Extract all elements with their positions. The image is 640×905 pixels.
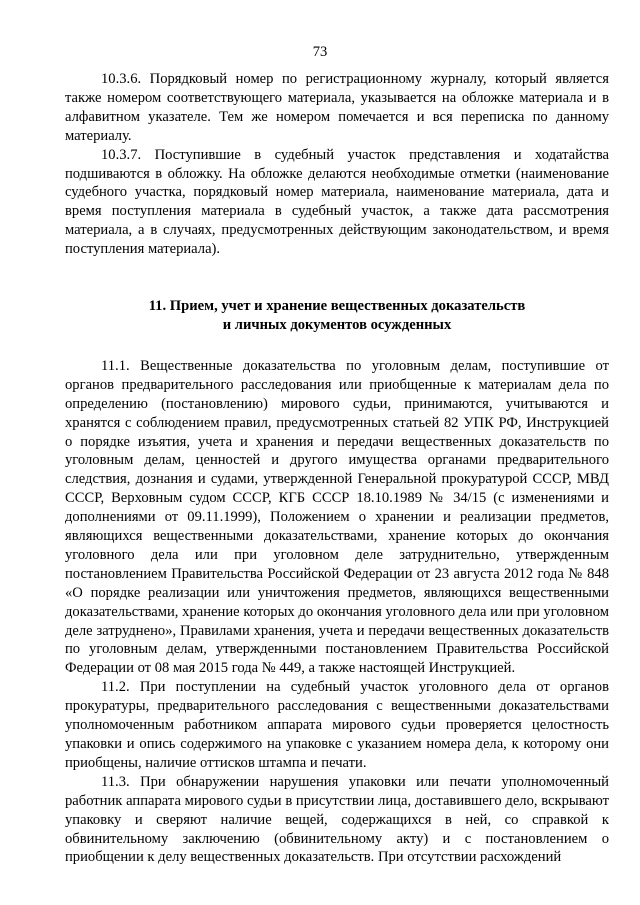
paragraph-11-2: 11.2. При поступлении на судебный участок уголовного дела от органов прокуратуры, предварительного расследования с вещественными доказательствами уполномоченным работником аппарата мирового судьи проверяется целостность упаковки и опись содержимого на упаковке с указанием номера дела, к которому они приобщены, наличие оттисков штампа и печати.: [65, 679, 609, 771]
paragraph-11-3: 11.3. При обнаружении нарушения упаковки или печати уполномоченный работник аппарата мирового судьи в присутствии лица, доставившего дело, вскрывают упаковку и сверяют наличие вещей, содержащихся в ней, со справкой к обвинительному заключению (обвинительному акту) и с постановлением о приобщении к делу вещественных доказательств. При отсутствии расхождений: [65, 773, 609, 866]
section-heading: [65, 297, 609, 335]
paragraph-10-3-6: 10.3.6. Порядковый номер по регистрационному журналу, который является также номером соответствующего материала, указывается на обложке материала и в алфавитном указателе. Тем же номером помечается и вся переписка по данному материалу.: [65, 71, 609, 144]
page-number: 73: [312, 44, 328, 60]
paragraph-10-3-7: 10.3.7. Поступившие в судебный участок представления и ходатайства подшиваются в обложку. На обложке делаются необходимые отметки (наименование судебного участка, порядковый номер материала, наименование материала, дата и время поступления материала в судебный участок, а также дата рассмотрения материала, а в случаях, предусмотренных действующим законодательством, и время поступления материала).: [65, 146, 609, 258]
paragraph-11-1: 11.1. Вещественные доказательства по уголовным делам, поступившие от органов предварительного расследования или приобщенные к материалам дела по определению (постановлению) мирового судьи, принимаются, учитываются и хранятся с соблюдением правил, предусмотренных статьей 82 УПК РФ, Инструкцией о порядке изъятия, учета и хранения и передачи вещественных доказательств по уголовным делам, ценностей и другого имущества органами предварительного следствия, дознания и судами, утвержденной Генеральной прокуратурой СССР, МВД СССР, Верховным судом СССР, КГБ СССР 18.10.1989 № 34/15 (с изменениями и дополнениями от 09.11.1999), Положением о хранении и реализации предметов, являющихся вещественными доказательствами, хранение которых до окончания уголовного дела или при уголовном деле затруднительно, утвержденным постановлением Правительства Российской Федерации от 23 августа 2012 года № 848 «О порядке реализации или уничтожения предметов, являющихся вещественными доказательствами, хранение которых до окончания уголовного дела или при уголовном деле затруднено», Правилами хранения, учета и передачи вещественных доказательств по уголовным делам, утвержденными постановлением Правительства Российской Федерации от 08 мая 2015 года № 449, а также настоящей Инструкцией.: [65, 357, 609, 677]
document-body: [65, 70, 609, 867]
section-heading-line-1: 11. Прием, учет и хранение вещественных доказательств: [148, 298, 526, 315]
section-heading-line-2: и личных документов осужденных: [222, 316, 452, 333]
